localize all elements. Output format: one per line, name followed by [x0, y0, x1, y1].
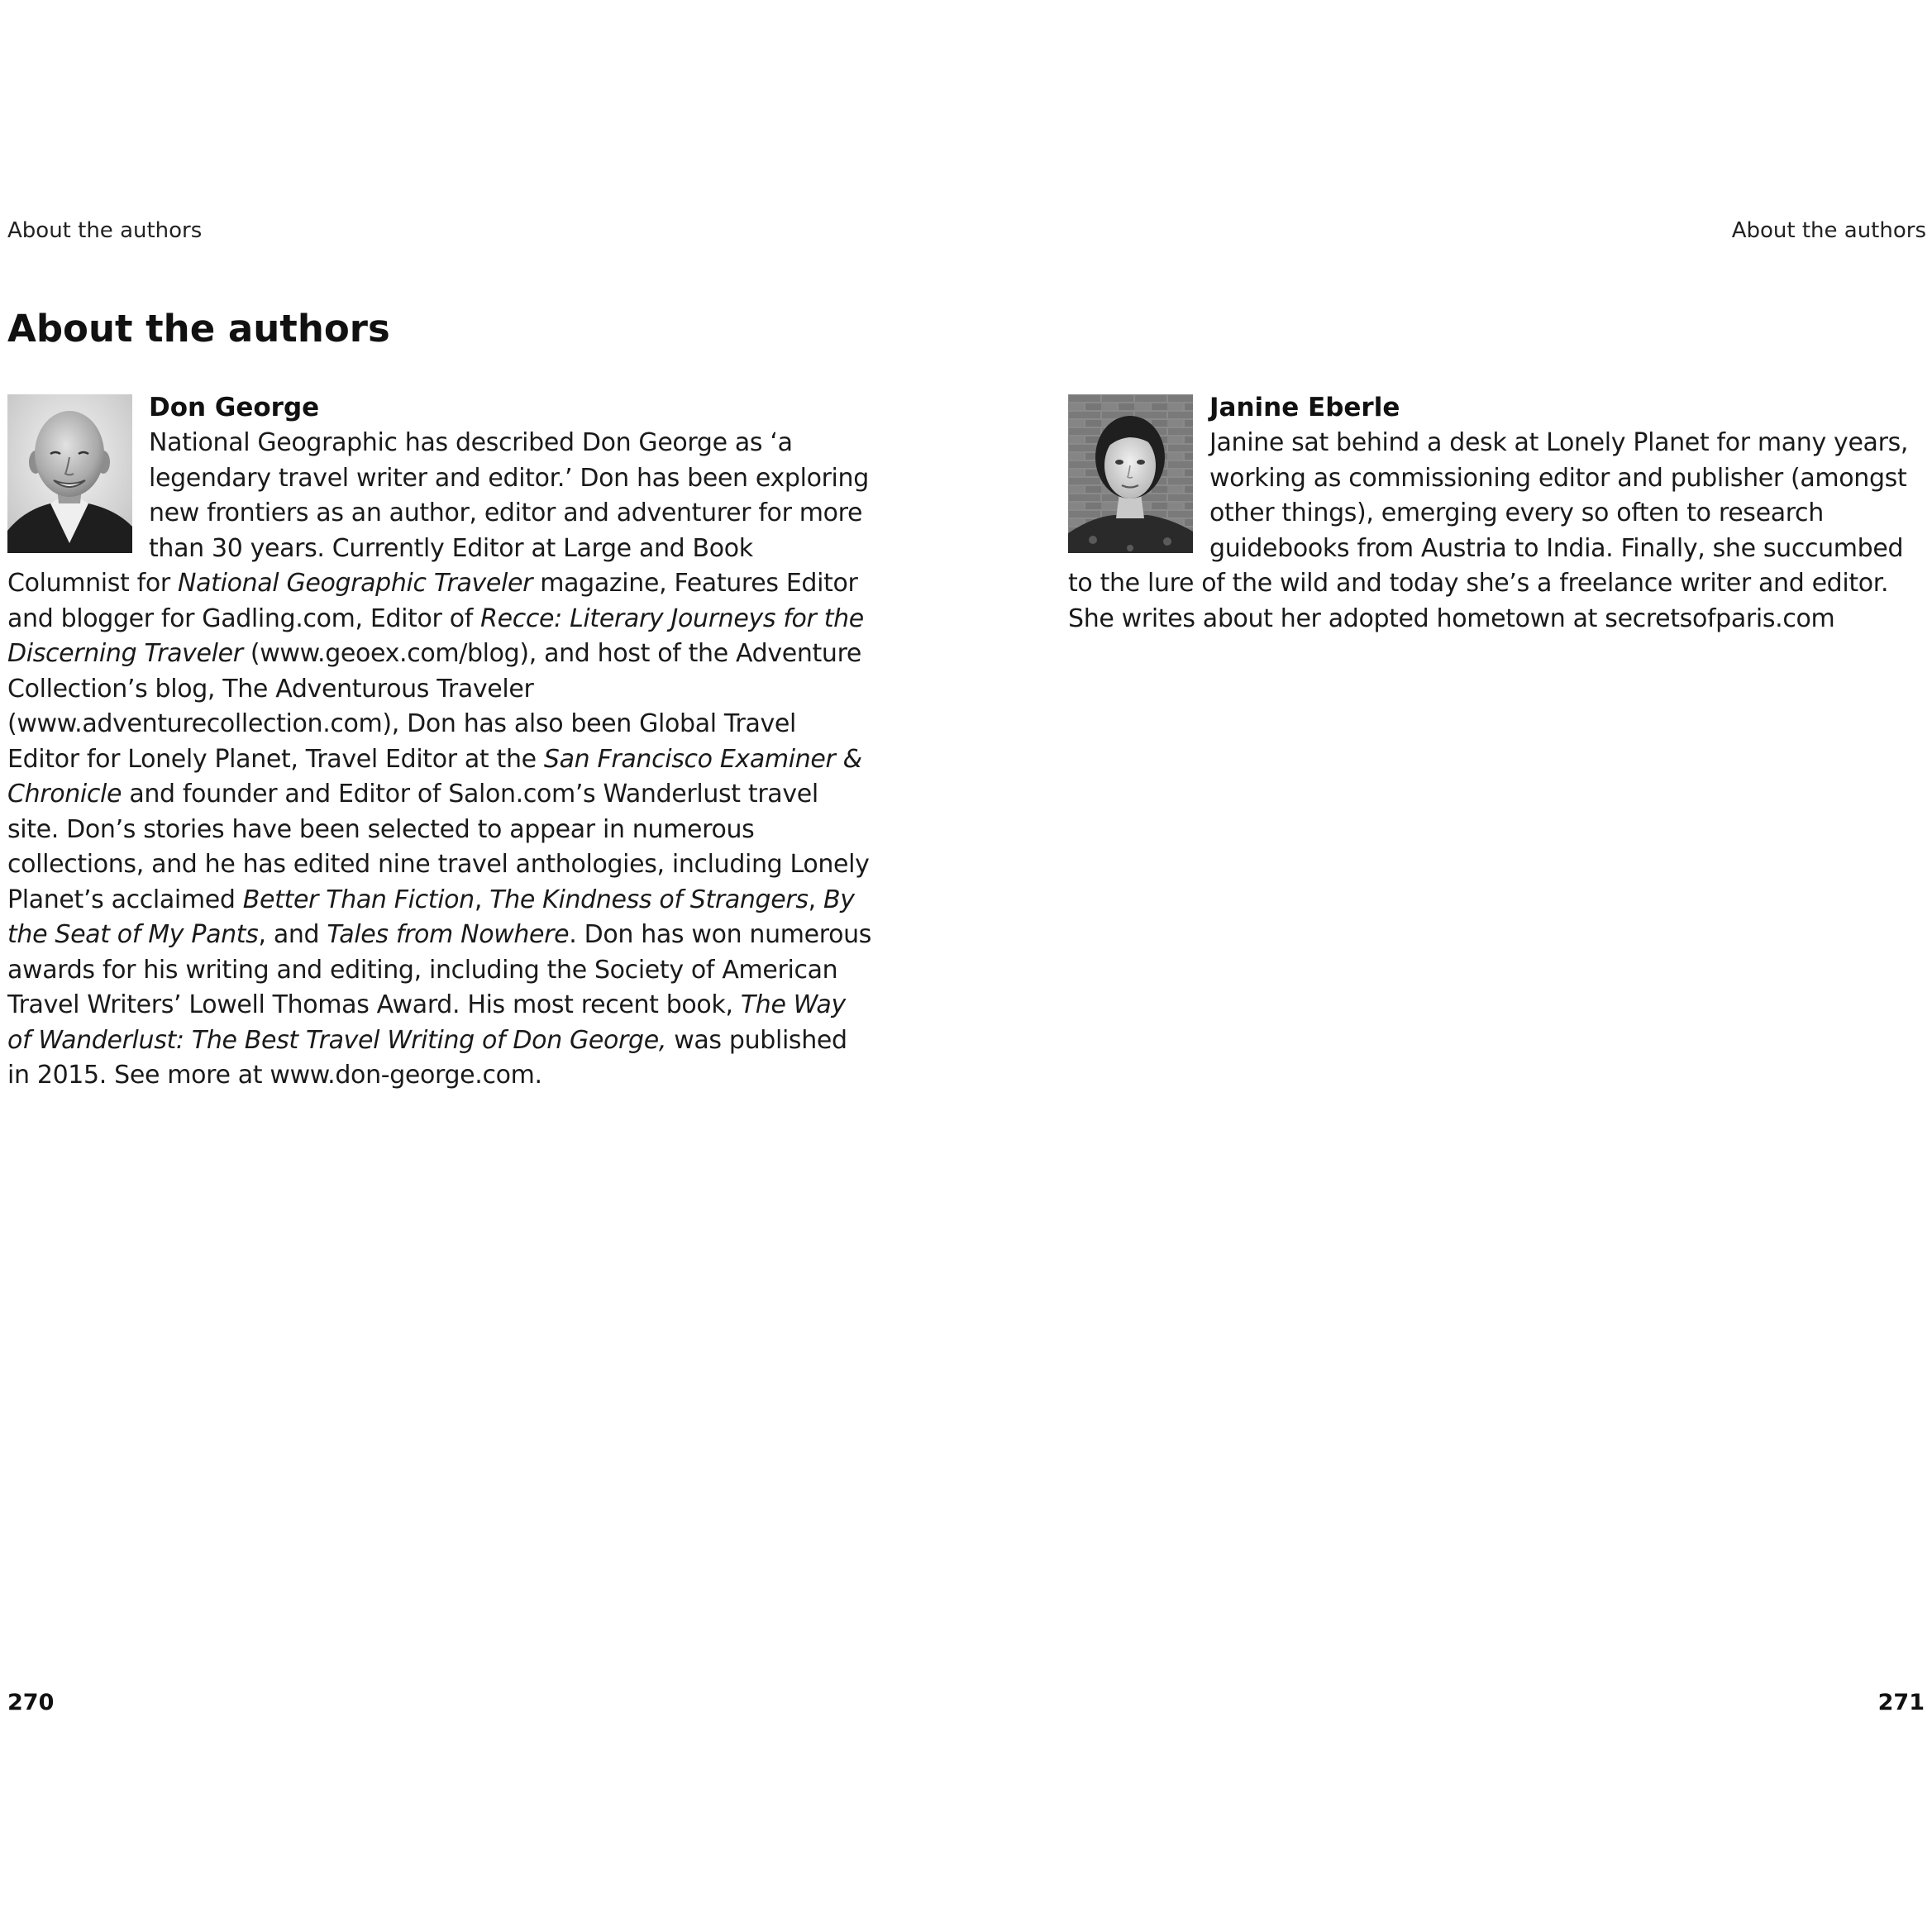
page-number-right: 271 [1877, 1690, 1925, 1715]
author-name: Janine Eberle [1209, 393, 1400, 422]
bio-text: , [808, 885, 823, 914]
italic-title-text: Better Than Fiction [242, 885, 475, 914]
bio-text: (www.geoex.com/blog), and host of the Adventure Collection’s blog, The Adventurous Traveler (www.adventurecollection.com), Don has also been Global Travel Editor for Lonely Planet, Travel Editor at the [7, 639, 862, 774]
author-entry-don-george [7, 391, 874, 1094]
italic-title-text: The Kindness of Strangers [489, 885, 809, 914]
italic-title-text: San Francisco Examiner & Chronicle [7, 744, 862, 809]
author-photo-don-george [7, 394, 132, 553]
italic-title-text: Recce: Literary Journeys for the Discerning Traveler [7, 603, 864, 668]
bio-text: , and [258, 920, 327, 949]
bio-text: Janine sat behind a desk at Lonely Planet for many years, working as commissioning editor and publisher (amongst other things), emerging every so often to research guidebooks from Austria to India. Finally, she succumbed to the lure of the wild and today she’s a freelance writer and editor. She writes about her adopted hometown at secretsofparis.com [1068, 428, 1909, 633]
author-bio [7, 426, 874, 1094]
bio-text: . Don has won numerous awards for his writing and editing, including the Society of American Travel Writers’ Lowell Thomas Award. His most recent book, [7, 920, 872, 1019]
bio-text: and founder and Editor of Salon.com’s Wanderlust travel site. Don’s stories have been selected to appear in numerous collections, and he has edited nine travel anthologies, including Lonely Planet’s acclaimed [7, 780, 870, 914]
running-head-right: About the authors [1731, 218, 1926, 243]
bio-text: , [474, 885, 490, 914]
italic-title-text: By the Seat of My Pants [7, 885, 855, 949]
bio-text: National Geographic has described Don George as ‘a legendary travel writer and editor.’ Don has been exploring new frontiers as an author, editor and adventurer for more than 30 years. Currently Editor at Large and Book Columnist for [7, 428, 869, 598]
author-entry-janine-eberle [1068, 391, 1930, 637]
page-title: About the authors [7, 307, 390, 351]
running-head-left: About the authors [7, 218, 203, 243]
italic-title-text: The Way of Wanderlust: The Best Travel Writing of Don George, [7, 990, 846, 1055]
italic-title-text: Tales from Nowhere [327, 920, 570, 949]
page-number-left: 270 [7, 1690, 55, 1715]
italic-title-text: National Geographic Traveler [178, 569, 533, 598]
bio-text: was published in 2015. See more at www.don-george.com. [7, 1025, 847, 1090]
bio-text: magazine, Features Editor and blogger for Gadling.com, Editor of [7, 569, 858, 633]
author-name: Don George [149, 393, 320, 422]
author-bio [1068, 426, 1930, 637]
author-photo-janine-eberle [1068, 394, 1193, 553]
